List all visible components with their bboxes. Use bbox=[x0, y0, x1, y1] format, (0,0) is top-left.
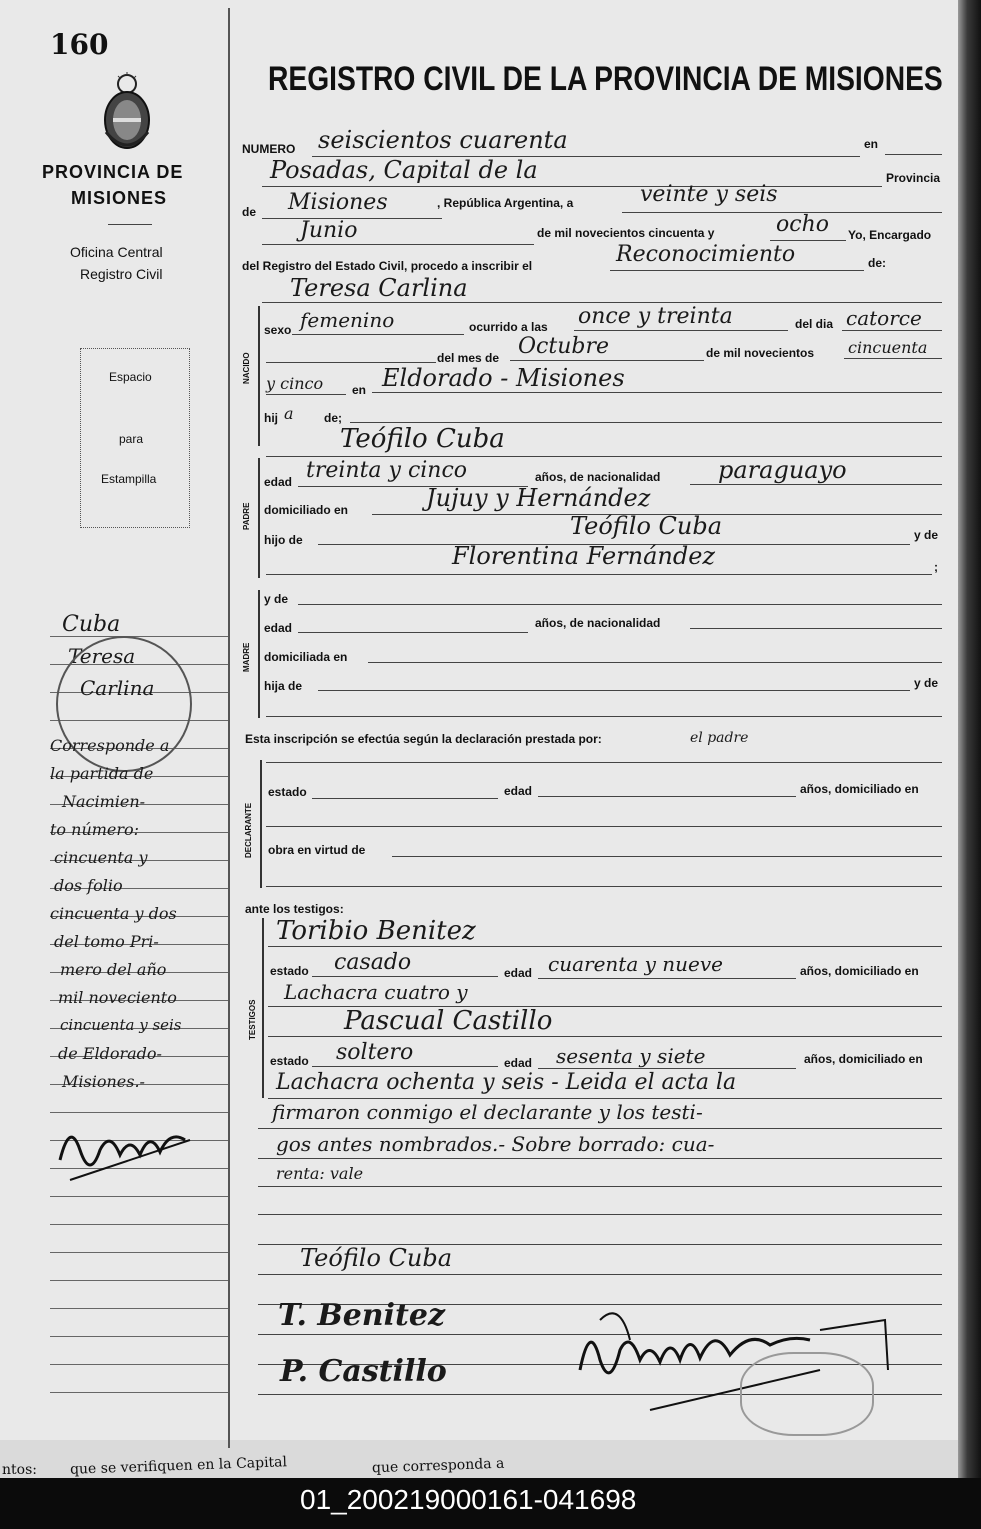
section-bar-madre bbox=[258, 590, 260, 718]
margin-signature-image bbox=[50, 1100, 210, 1200]
entry-t1-estado: casado bbox=[334, 950, 412, 975]
line-anio-nac bbox=[844, 358, 942, 359]
footer-left-fragment: ntos: bbox=[2, 1462, 37, 1478]
entry-numero: seiscientos cuarenta bbox=[318, 126, 568, 154]
line-t1-estado bbox=[312, 976, 498, 977]
line-mes-fecha bbox=[262, 244, 534, 245]
entry-cierre-2: firmaron conmigo el declarante y los testi- bbox=[272, 1100, 703, 1124]
line-blank-3 bbox=[258, 1274, 942, 1275]
entry-dia: catorce bbox=[846, 306, 922, 330]
line-madre-nombre bbox=[298, 604, 942, 605]
section-label-testigos: TESTIGOS bbox=[248, 999, 257, 1040]
entry-cierre-4: renta: vale bbox=[276, 1164, 364, 1183]
margin-note-line: dos folio bbox=[54, 876, 123, 895]
line-anio-nac-cont bbox=[266, 394, 346, 395]
stamp-box-line-3: Estampilla bbox=[101, 472, 157, 486]
entry-anio-nac: cincuenta bbox=[848, 338, 928, 357]
margin-note-line: cincuenta y bbox=[54, 848, 148, 867]
line-blank-1 bbox=[258, 1214, 942, 1215]
page-title: REGISTRO CIVIL DE LA PROVINCIA DE MISIONES bbox=[268, 60, 943, 98]
entry-padre-nac: paraguayo bbox=[718, 456, 847, 484]
line-nacido-pre bbox=[266, 362, 436, 363]
entry-padre-madre: Florentina Fernández bbox=[452, 542, 716, 570]
line-hora bbox=[574, 330, 788, 331]
label-en-lugar: en bbox=[352, 383, 367, 397]
line-t2-edad bbox=[538, 1068, 796, 1069]
label-edad-madre: edad bbox=[264, 621, 293, 635]
label-registro: del Registro del Estado Civil, procedo a inscribir el bbox=[242, 259, 533, 273]
label-ante: ante los testigos: bbox=[245, 902, 344, 916]
entry-anio: ocho bbox=[776, 212, 829, 237]
footer-mid-fragment: que se verifiquen en la Capital bbox=[69, 1454, 288, 1478]
label-en: en bbox=[864, 137, 879, 151]
signature-father: Teófilo Cuba bbox=[300, 1244, 453, 1272]
label-hijo-de: hijo de bbox=[264, 533, 303, 547]
province-line-1: PROVINCIA DE bbox=[42, 162, 184, 182]
line-cierre-4 bbox=[258, 1186, 942, 1187]
line-madre-end bbox=[266, 716, 942, 717]
label-anios-nac-madre: años, de nacionalidad bbox=[535, 616, 661, 630]
line-testigo1-nombre bbox=[268, 946, 942, 947]
section-bar-padre bbox=[258, 458, 260, 578]
section-bar-testigos bbox=[262, 918, 264, 1098]
margin-note-line: del tomo Pri- bbox=[54, 932, 159, 951]
label-de-mil: de mil novecientos bbox=[706, 346, 815, 360]
entry-mes: Octubre bbox=[518, 334, 609, 359]
line-padre-nac bbox=[690, 484, 942, 485]
line-madre-nac bbox=[690, 628, 942, 629]
margin-divider bbox=[228, 8, 230, 1448]
label-y-de-madre: y de bbox=[264, 592, 289, 606]
label-estado-t1: estado bbox=[270, 964, 309, 978]
label-y-de-padre: y de bbox=[914, 528, 939, 542]
entry-padre-nombre: Teófilo Cuba bbox=[340, 424, 505, 454]
coat-of-arms-icon bbox=[98, 72, 156, 154]
label-edad-declarante: edad bbox=[504, 784, 533, 798]
label-edad-t1: edad bbox=[504, 966, 533, 980]
line-acto bbox=[610, 270, 864, 271]
margin-note-line: Teresa bbox=[68, 644, 136, 668]
label-de: de bbox=[242, 205, 257, 219]
line-anio bbox=[770, 240, 846, 241]
line-lugar bbox=[262, 186, 882, 187]
margin-ruled-line bbox=[50, 1336, 228, 1337]
label-estado-declarante: estado bbox=[268, 785, 307, 799]
file-id: 01_200219000161-041698 bbox=[300, 1484, 637, 1515]
entry-t1-edad: cuarenta y nueve bbox=[548, 952, 723, 976]
entry-hora: once y treinta bbox=[578, 304, 733, 329]
entry-provincia: Misiones bbox=[288, 190, 388, 215]
entry-cierre-1: Lachacra ochenta y seis - Leida el acta la bbox=[276, 1070, 737, 1095]
entry-cierre-3: gos antes nombrados.- Sobre borrado: cua- bbox=[276, 1132, 715, 1156]
label-anios-nac-padre: años, de nacionalidad bbox=[535, 470, 661, 484]
line-cierre-2 bbox=[258, 1128, 942, 1129]
entry-declarante: el padre bbox=[690, 730, 749, 746]
line-madre-dom bbox=[368, 662, 942, 663]
line-hij bbox=[350, 422, 942, 423]
line-nombre bbox=[262, 302, 942, 303]
label-inscripcion: Esta inscripción se efectúa según la declaración prestada por: bbox=[245, 732, 602, 746]
entry-acto: Reconocimiento bbox=[616, 242, 796, 267]
margin-note-line: Cuba bbox=[62, 612, 121, 637]
entry-t1-dom: Lachacra cuatro y bbox=[284, 980, 468, 1004]
margin-ruled-line bbox=[50, 1224, 228, 1225]
line-madre-edad bbox=[298, 632, 528, 633]
label-republica: , República Argentina, a bbox=[437, 196, 574, 210]
label-hija-de: hija de bbox=[264, 679, 303, 693]
section-label-declarante: DECLARANTE bbox=[244, 802, 253, 858]
label-domiciliado-padre: domiciliado en bbox=[264, 503, 349, 517]
label-hij: hij bbox=[264, 411, 278, 425]
line-t1-edad bbox=[538, 978, 796, 979]
label-y-de-madre-end: y de bbox=[914, 676, 939, 690]
label-de-semicolon: de; bbox=[324, 411, 342, 425]
margin-note-line: mil noveciento bbox=[58, 988, 177, 1007]
margin-ruled-line bbox=[50, 1308, 228, 1309]
label-sexo: sexo bbox=[264, 323, 292, 337]
margin-note-line: Nacimien- bbox=[62, 792, 146, 811]
margin-ruled-line bbox=[50, 1280, 228, 1281]
margin-note-line: la partida de bbox=[50, 764, 154, 783]
registrar-seal-stamp bbox=[740, 1352, 874, 1436]
entry-t2-edad: sesenta y siete bbox=[556, 1044, 706, 1068]
office-line-2: Registro Civil bbox=[80, 266, 163, 282]
label-numero: NUMERO bbox=[242, 142, 296, 156]
entry-testigo2-nombre: Pascual Castillo bbox=[344, 1006, 553, 1036]
label-anios-dom-declarante: años, domiciliado en bbox=[800, 782, 919, 796]
label-yo: Yo, Encargado bbox=[848, 228, 932, 242]
section-label-madre: MADRE bbox=[242, 642, 251, 672]
entry-nombre: Teresa Carlina bbox=[290, 274, 468, 302]
line-declarante-estado bbox=[312, 798, 498, 799]
label-anios-dom-t2: años, domiciliado en bbox=[804, 1052, 923, 1066]
label-anios-dom-t1: años, domiciliado en bbox=[800, 964, 919, 978]
line-declarante-end bbox=[266, 886, 942, 887]
province-line-2: MISIONES bbox=[71, 188, 168, 208]
margin-note-line: de Eldorado- bbox=[58, 1044, 162, 1063]
section-bar-nacido bbox=[258, 306, 260, 446]
line-t2-estado bbox=[312, 1066, 498, 1067]
line-obra bbox=[392, 856, 942, 857]
margin-note-line: cincuenta y dos bbox=[50, 904, 177, 923]
signature-witness-2: P. Castillo bbox=[280, 1354, 447, 1389]
line-declarante-dom bbox=[266, 826, 942, 827]
entry-mes-fecha: Junio bbox=[300, 218, 358, 243]
entry-padre-edad: treinta y cinco bbox=[306, 458, 468, 483]
margin-ruled-line bbox=[50, 1252, 228, 1253]
entry-dia-fecha: veinte y seis bbox=[640, 182, 778, 207]
office-line-1: Oficina Central bbox=[70, 244, 163, 260]
margin-note-line: Misiones.- bbox=[62, 1072, 145, 1091]
margin-note-line: Corresponde a bbox=[50, 736, 170, 755]
entry-padre-hijo-de: Teófilo Cuba bbox=[570, 512, 723, 540]
entry-sexo: femenino bbox=[300, 308, 395, 332]
line-madre-hija-de bbox=[318, 690, 910, 691]
entry-hij-suffix: a bbox=[284, 404, 294, 423]
margin-note-line: cincuenta y seis bbox=[60, 1016, 182, 1034]
margin-ruled-line bbox=[50, 1364, 228, 1365]
line-en bbox=[885, 154, 942, 155]
line-sexo bbox=[292, 334, 464, 335]
entry-anio-nac-cont: y cinco bbox=[266, 374, 324, 393]
label-edad-t2: edad bbox=[504, 1056, 533, 1070]
line-declarante-top bbox=[266, 762, 942, 763]
margin-ruled-line bbox=[50, 1392, 228, 1393]
label-obra: obra en virtud de bbox=[268, 843, 366, 857]
entry-testigo1-nombre: Toribio Benitez bbox=[276, 916, 476, 946]
label-de-colon: de: bbox=[868, 256, 886, 270]
margin-note-line: to número: bbox=[50, 820, 140, 839]
stamp-box-line-1: Espacio bbox=[109, 370, 152, 384]
section-label-nacido: NACIDO bbox=[242, 352, 251, 384]
footer-right-fragment: que corresponda a bbox=[371, 1455, 505, 1477]
label-del-dia: del dia bbox=[795, 317, 834, 331]
book-edge bbox=[958, 0, 981, 1478]
label-ocurrido: ocurrido a las bbox=[469, 320, 548, 334]
label-semicolon: ; bbox=[934, 560, 938, 574]
line-dia bbox=[842, 330, 942, 331]
label-edad-padre: edad bbox=[264, 475, 293, 489]
section-label-padre: PADRE bbox=[242, 502, 251, 530]
line-lugar-nac bbox=[372, 392, 942, 393]
label-provincia: Provincia bbox=[886, 171, 941, 185]
entry-t2-estado: soltero bbox=[336, 1040, 414, 1065]
header-rule bbox=[108, 224, 152, 225]
label-domiciliada: domiciliada en bbox=[264, 650, 348, 664]
line-testigo2-nombre bbox=[268, 1036, 942, 1037]
line-mes bbox=[510, 360, 704, 361]
page-number: 160 bbox=[50, 28, 109, 61]
entry-lugar-nac: Eldorado - Misiones bbox=[382, 364, 625, 392]
label-junio-after: de mil novecientos cincuenta y bbox=[537, 226, 715, 240]
stamp-box-line-2: para bbox=[119, 432, 144, 446]
label-del-mes: del mes de bbox=[437, 351, 500, 365]
margin-note-line: Carlina bbox=[80, 676, 155, 700]
line-padre-madre bbox=[266, 574, 932, 575]
section-bar-declarante bbox=[260, 760, 262, 888]
signature-witness-1: T. Benitez bbox=[278, 1298, 445, 1333]
entry-lugar: Posadas, Capital de la bbox=[270, 156, 538, 184]
line-cierre-3 bbox=[258, 1158, 942, 1159]
line-declarante-edad bbox=[538, 796, 796, 797]
label-estado-t2: estado bbox=[270, 1054, 309, 1068]
line-cierre-1 bbox=[268, 1098, 942, 1099]
entry-padre-dom: Jujuy y Hernández bbox=[426, 484, 651, 512]
margin-note-line: mero del año bbox=[60, 960, 167, 979]
